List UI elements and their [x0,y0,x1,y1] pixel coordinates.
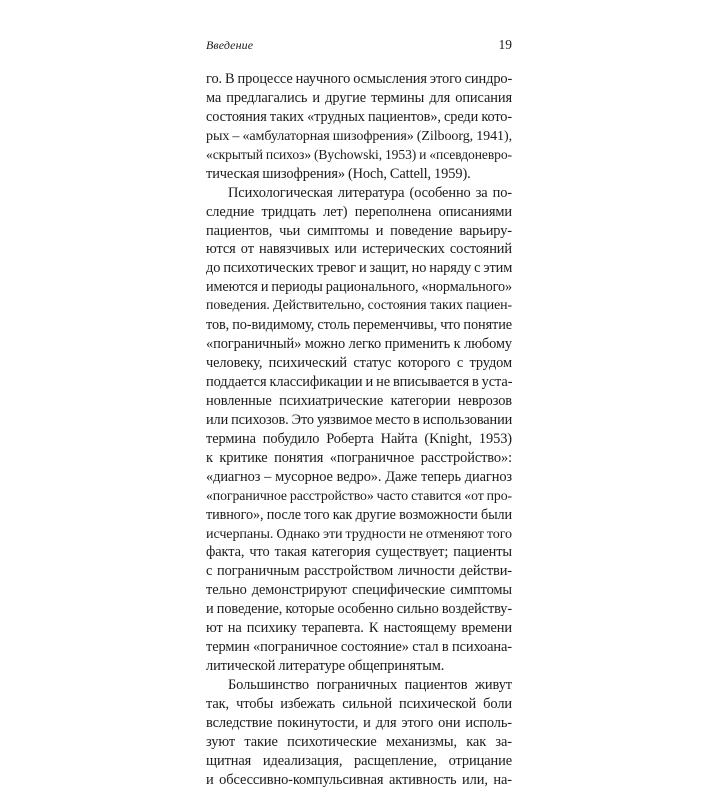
text-line: поддается классификации и не вписывается в уста- [206,374,513,390]
page-number: 19 [498,37,512,52]
body-text [206,70,512,790]
text-line: пациентов, чьи симптомы и поведение варьиру- [206,222,512,239]
text-line: имеются и периоды рационального, «нормального» [206,279,512,296]
text-line: тельно демонстрируют специфические симптомы [206,582,512,599]
text-line: ма предлагались и другие термины для описания [206,89,512,106]
text-line: с пограничным расстройством личности действи- [206,563,512,580]
text-line: «диагноз – мусорное ведро». Даже теперь диагноз [206,468,512,485]
text-line: к критике понятия «пограничное расстройство»: [206,449,512,466]
text-line: щитная идеализация, расщепление, отрицание [206,752,512,769]
text-line: новленные психиатрические категории неврозов [206,392,512,409]
paragraph [206,70,512,184]
section-title: Введение [206,38,254,52]
text-line: «скрытый психоз» (Bychowski, 1953) и «псевдоневро- [206,146,512,162]
text-line: Большинство пограничных пациентов живут [228,677,512,693]
text-line: тивного», после того как другие возможности были [206,506,512,523]
text-line: человеку, психический статус которого с трудом [206,355,512,372]
text-line: тическая шизофрения» (Hoch, Cattell, 1959). [206,165,471,182]
text-line: или психозов. Это уязвимое место в использовании [206,411,513,428]
text-line: ют на психику терапевта. К настоящему времени [206,620,512,637]
text-line: и обсессивно-компульсивная активность или, на- [206,771,512,788]
text-line: го. В процессе научного осмысления этого синдро- [206,71,513,87]
text-line: ются от навязчивых или истерических состояний [206,241,512,258]
text-line: состояния таких «трудных пациентов», среди кото- [206,108,512,125]
text-line: так, чтобы избежать сильной психической боли [206,695,512,712]
text-line: вследствие покинутости, и для этого они исполь- [206,714,512,731]
text-line: тов, по-видимому, столь переменчивы, что понятие [206,317,512,334]
text-line: зуют такие психотические механизмы, как за- [206,733,512,750]
text-line: поведения. Действительно, состояния таких пациен- [206,298,512,314]
paragraph [206,184,512,676]
text-line: следние тридцать лет) переполнена описаниями [206,203,512,220]
text-line: Психологическая литература (особенно за по- [228,184,512,201]
text-line: литической литературе общепринятым. [206,658,445,675]
text-line: термин «пограничное состояние» стал в психоана- [206,639,512,656]
text-line: факта, что такая категория существует; пациенты [206,544,512,561]
text-line: и поведение, которые особенно сильно воздейству- [206,601,512,618]
text-line: термина побудило Роберта Найта (Knight, 1953) [206,430,512,447]
text-line: до психотических тревог и защит, но наряду с этим [206,260,513,277]
text-line: «пограничное расстройство» часто ставится «от про- [206,487,512,503]
text-line: «пограничный» можно легко применить к любому [206,336,512,353]
paragraph [206,676,512,790]
text-line: исчерпаны. Однако эти трудности не отменяют того [206,525,512,542]
running-head [206,38,512,58]
text-line: рых – «амбулаторная шизофрения» (Zilboorg, 1941), [206,127,512,144]
